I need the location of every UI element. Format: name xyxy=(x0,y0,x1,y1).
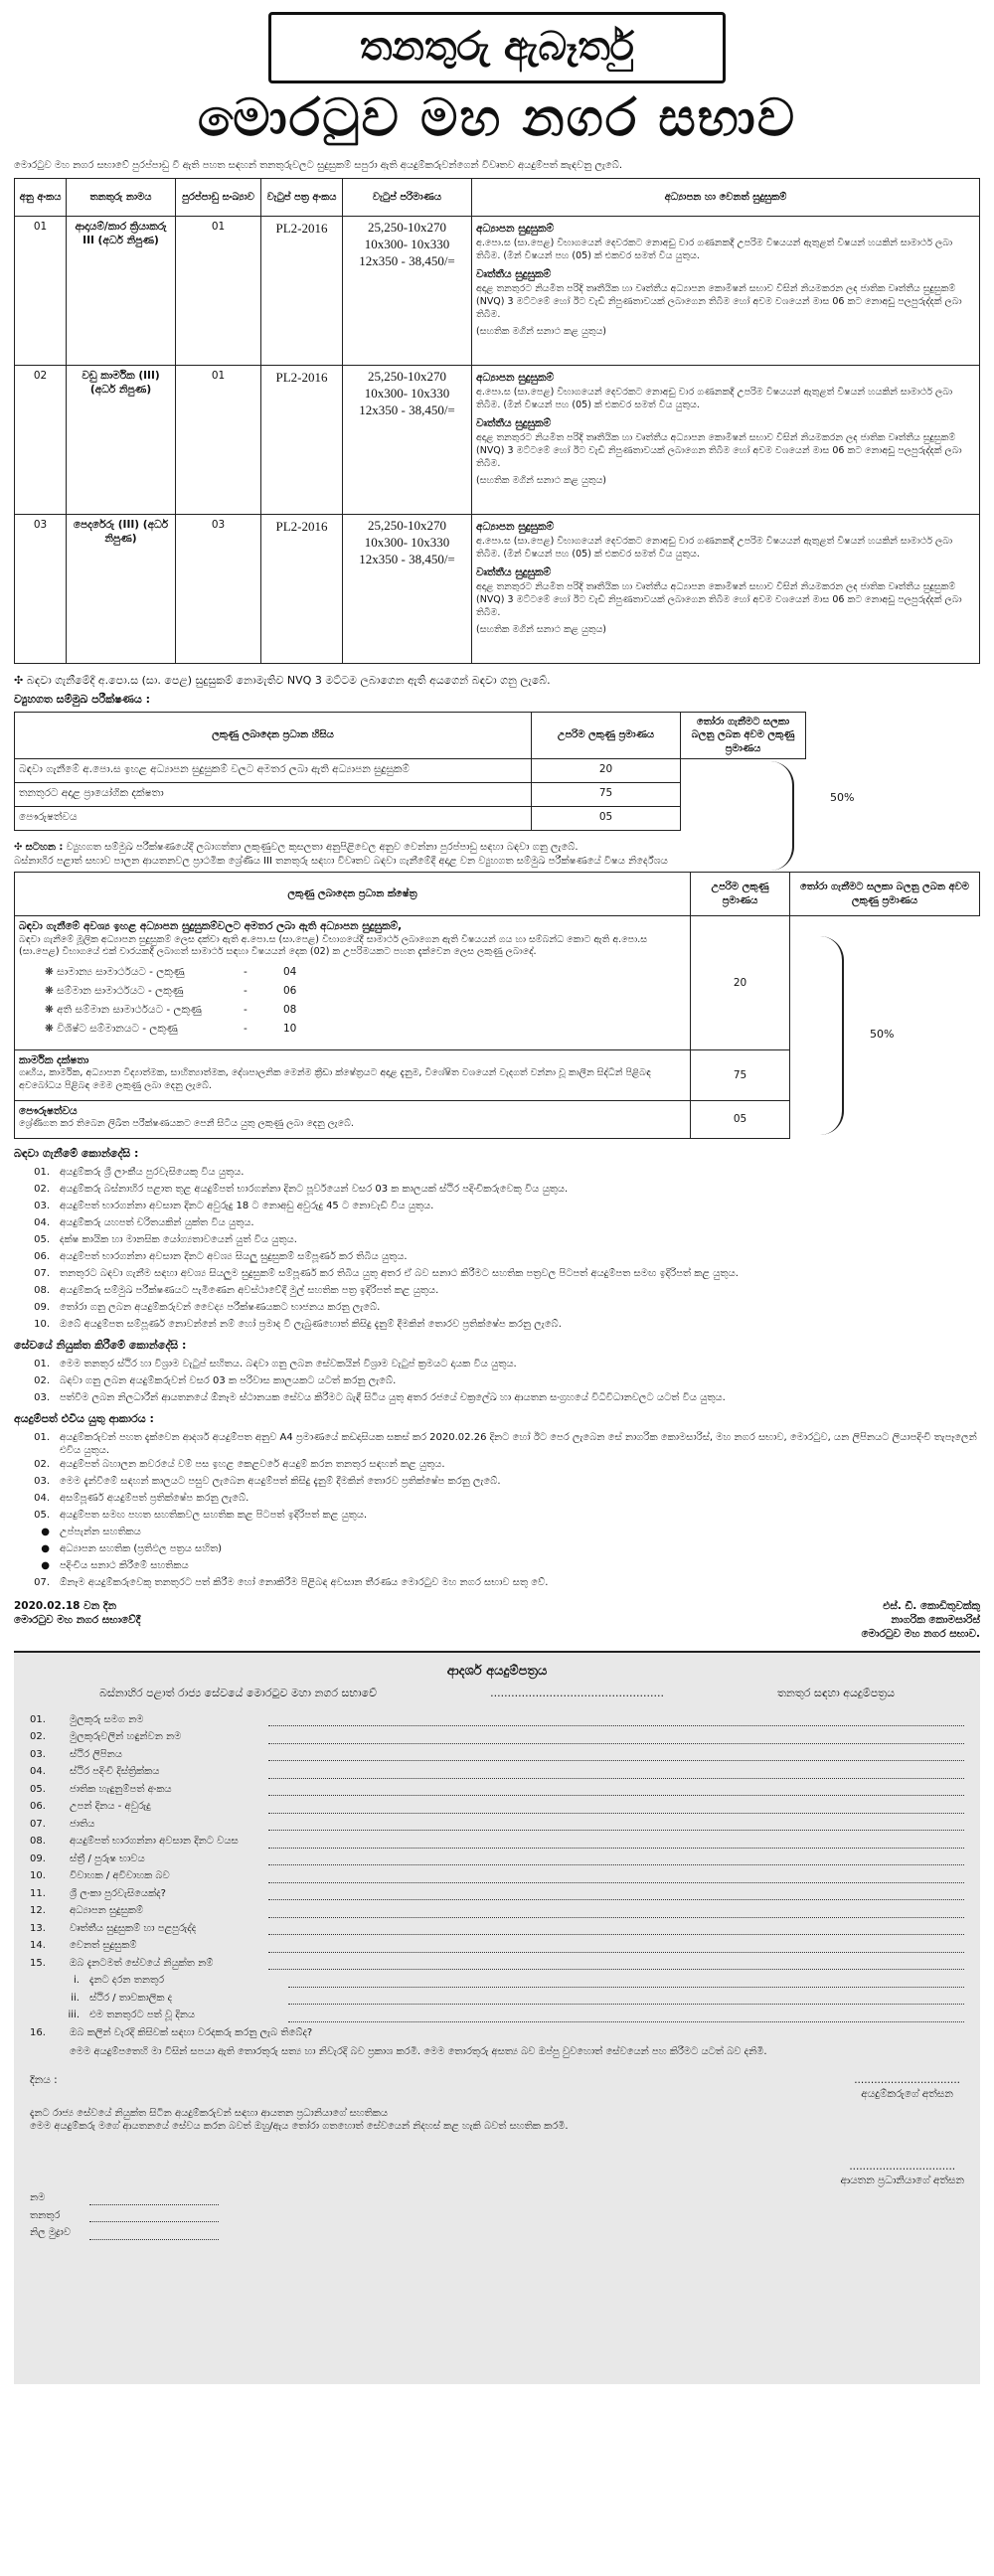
form-fields xyxy=(30,1709,964,2040)
list-item: ● අධ්‍යාපන සහතික (ප්‍රතිඵල පත්‍රය සහිත) xyxy=(41,1542,223,1554)
list-item: ❋ සාමාන්‍ය සාමාර්ථයට - ලකුණු - 04 xyxy=(45,966,297,979)
table-row xyxy=(15,217,980,366)
col-header: අනු අංකය xyxy=(15,179,67,217)
criterion-label: බඳවා ගැනීමේ අ.පො.ස ඉහළ අධ්‍යාපන සුදුසුකම් වලට අමතර ලබා ඇති අධ්‍යාපන සුදුසුකම් xyxy=(15,759,532,783)
min-marks-cell xyxy=(790,916,980,1139)
posts-table xyxy=(14,178,980,664)
list-item: 01. මෙම තනතුර ස්ථිර හා විශ්‍රාම වැටුප් සහිතය. බඳවා ගනු ලබන සේවකයින් විශ්‍රාම වැටුප් ක්‍රමයට දායක විය යුතුය. xyxy=(34,1358,517,1369)
exam1-header-row xyxy=(15,712,806,759)
salary-scale: 25,250-10x270 10x300- 10x330 12x350 - 38,450/= xyxy=(343,515,472,664)
form-field: 05. ජාතික හැඳුනුම්පත් අංකය xyxy=(30,1779,964,1797)
sign-left: 2020.02.18 වන දින මොරටුව මහ නගර සභාවේදී xyxy=(14,1599,141,1626)
list-item: 02. අයදුම්කරු බස්නාහිර පළාත තුළ අයදුම්පත් භාරගන්නා දිනට පූර්වයෙන් වසර 03 ක කාලයක් ස්ථිර පදිංචිකරුවෙකු විය යුතුය. xyxy=(34,1183,569,1195)
list-item: 10. ඔබේ අයදුම්පත සම්පූර්ණ නොවන්නේ නම් හෝ ප්‍රමාද වී ලැබුණහොත් කිසිදු දැනුම් දීමකින් තොරව ප්‍රතික්ෂේප කරනු ලැබේ. xyxy=(34,1318,562,1330)
list-item: 05. දක්ෂ කායික හා මානසික යෝග්‍යතාවයෙන් යුත් විය යුතුය. xyxy=(34,1233,297,1245)
exam1-table xyxy=(14,712,855,832)
form-field: 06. උපන් දිනය - අවුරුදු xyxy=(30,1796,964,1814)
table-row xyxy=(15,366,980,515)
section-marks: 75 xyxy=(691,1050,790,1101)
col-header: ලකුණු ලබාදෙන ප්‍රධාන හිසිය xyxy=(15,712,532,759)
criterion-label: තනතුරට අදාළ ප්‍රායෝගික දක්ෂතා xyxy=(15,783,532,807)
form-field: 10. විවාහක / අවිවාහක බව xyxy=(30,1865,964,1883)
list-item: 07. ඕනෑම අයදුම්කරුවෙකු තනතුරට පත් කිරීම හෝ නොකිරීම පිළිබඳ අවසාන තීරණය මොරටුව මහ නගර සභාව සතු වේ. xyxy=(34,1576,549,1588)
form-field: නිල මුද්‍රාව xyxy=(30,2222,964,2240)
list-item: 04. අයදුම්කරු යහපත් චරිතයකින් යුක්ත විය යුතුය. xyxy=(34,1216,254,1228)
post-title: පෙදරේරු (III) (අර්ධ නිපුණ) xyxy=(67,515,176,664)
form-field: නම xyxy=(30,2187,964,2205)
list-item: 03. අයදුම්පත් භාරගන්නා අවසාන දිනට අවුරුදු 18 ට නොඅඩු අවුරුදු 45 ට නොවැඩි විය යුතුය. xyxy=(34,1200,434,1211)
form-field: ii. ස්ථිර / තාවකාලික ද xyxy=(30,1988,964,2006)
service-list xyxy=(14,1358,980,1408)
list-item: 01. අයදුම්කරුවන් පහත දැක්වෙන ආදර්ශ අයදුම්පත අනුව A4 ප්‍රමාණයේ කඩදාසියක සකස් කර 2020.02.26 දිනට හෝ ඊට පෙර ලැබෙන සේ නාගරික කොමසාරිස්, මහ නගර සභාව, මොරටුව, යන ලිපිනයට ලියාපදිංචි තැපෑලෙන් එවිය යුතුය. xyxy=(34,1431,977,1457)
criterion-marks: 20 xyxy=(532,759,681,783)
exam2-section-personality: පෞරුෂත්වය ශ්‍රේණිගත කර තිබෙන ලිඛිත පරීක්ෂණයකට පෙනී සිටිය යුතු ලකුණු ලබා දෙනු ලැබේ. xyxy=(15,1101,691,1139)
form-field: 02. මුලකුරුවලින් හඳුන්වන නම xyxy=(30,1726,964,1744)
form-field: 15. ඔබ දැනටමත් සේවයේ නියුක්ත නම් xyxy=(30,1953,964,1971)
min-percentage: 50% xyxy=(870,1028,895,1042)
form-field: iii. එම තනතුරට පත් වූ දිනය xyxy=(30,2005,964,2022)
list-item: 02. බඳවා ගනු ලබන අයදුම්කරුවන් වසර 03 ක පරිවාස කාලයකට යටත් කරනු ලැබේ. xyxy=(34,1374,397,1386)
post-number: 01 xyxy=(15,217,67,366)
list-item: 05. අයදුම්පත සමඟ පහත සහතිකවල සහතික කළ පිටපත් ඉදිරිපත් කළ යුතුය. xyxy=(34,1509,368,1521)
table-row xyxy=(15,759,806,783)
four-point-star-icon: ✣ xyxy=(14,674,24,688)
list-item: 04. අසම්පූර්ණ අයදුම්පත් ප්‍රතික්ෂේප කරනු ලැබේ. xyxy=(34,1492,249,1504)
organization-name: මොරටුව මහ නගර සභාව xyxy=(197,88,797,148)
col-header: වැටුප් පරිමාණය xyxy=(343,179,472,217)
form-field: 01. මුලකුරු සමග නම xyxy=(30,1709,964,1727)
qualifications: අධ්‍යාපන සුදුසුකම් අ.පො.ස (සා.පෙළ) විභාගයෙන් දෙවරකට නොඅඩු වාර ගණනකදී උපරිම විෂයයන් ඇතුළත් විෂයන් හයකින් සාමාර්ථ ලබා තිබීම. (මින් විෂයන් පහ (05) ක් එකවර සමත් විය යුතුය. වෘත්තීය සුදුසුකම් අදාළ තනතුරට නියමිත පරිදි තෘතීයික හා වෘත්තීය අධ්‍යාපන කොමිෂන් සභාව විසින් නියමකරන ලද ජාතික වෘත්තීය සුදුසුකම් (NVQ) 3 මට්ටමේ හෝ ඊට වැඩි නිපුණතාවයක් ලබාගෙන තිබීම හෝ අවම වශයෙන් මාස 06 කට නොඅඩු පලපුරුද්දක් ලබා තිබීම. (සහතික මගින් සනාථ කළ යුතුය) xyxy=(472,217,980,366)
min-marks-cell xyxy=(681,759,855,831)
nvq-note: ✣ බඳවා ගැනීමේදී අ.පො.ස (සා. පෙළ) සුදුසුකම් නොමැතිව NVQ 3 මට්ටම ලබාගෙන ඇති අයගෙන් බඳවා ගනු ලැබේ. xyxy=(14,674,551,688)
salary-code: PL2-2016 xyxy=(261,217,343,366)
head-details xyxy=(30,2187,964,2240)
exam1-title: ව්‍යුහගත සම්මුඛ පරීක්ෂණය : xyxy=(14,693,151,707)
conditions-list xyxy=(14,1166,980,1335)
section-marks: 20 xyxy=(691,916,790,1050)
signature-block xyxy=(14,1599,980,1642)
form-field: 14. වෙනත් සුදුසුකම් xyxy=(30,1935,964,1953)
list-item: 07. තනතුරට බඳවා ගැනීම සඳහා අවශ්‍ය සියලුම සුදුසුකම් සම්පූර්ණ කර තිබිය යුතු අතර ඒ බව සනාථ කිරීමට සහතික පත්‍රවල පිටපත් අයදුම්පත සමඟ ඉදිරිපත් කළ යුතුය. xyxy=(34,1267,739,1279)
brace-shape xyxy=(820,936,844,1135)
model-application-form xyxy=(14,1651,980,2384)
grade-list xyxy=(45,965,686,1041)
exam2-section-education: බඳවා ගැනීමේ අවශ්‍ය ඉහළ අධ්‍යාපන සුදුසුකම්වලට අමතර ලබා ඇති අධ්‍යාපන සුදුසුකම්, බඳවා ගැනීමේ මූලික අධ්‍යාපන සුදුසුකම් ලෙස දක්වා ඇති අ.පො.ස (සා.පෙළ) විභාගයේදී සාමාර්ථ ලබාගෙන ඇති විෂයයන් ගය හා සම්බන්ධ කොට ඇති අ.පො.ස (සා.පෙළ) විභාගයේ එක් වාරයකදී ලබාගත් සාමාර්ථ සඳහා විෂයයන් දෙක (02) ක උපරිමයකට පහත දැක්වෙන ලෙස ලකුණු ලබාදේ. ❋ සාමාන්‍ය සාමාර්ථයට - ලකුණු - 04 ❋ සම්මාන සාමාර්ථයට - ලකුණු - 06 ❋ අති සම්මාන සාමාර්ථයට - ලකුණු - 08 ❋ විශිෂ්ට සම්මානයට - ලකුණු - 10 xyxy=(15,916,691,1050)
service-title: සේවයේ නියුක්ත කිරීමේ කොන්දේසි : xyxy=(14,1338,187,1352)
form-declaration: මෙම අයදුම්පතෙහි මා විසින් සපයා ඇති තොරතුරු සත්‍ය හා නිවැරදි බව ප්‍රකාශ කරමි. මෙම තොරතුරු අසත්‍ය බව ඔප්පු වුවහොත් සේවයෙන් පහ කිරීමට යටත් බව දනිමි. xyxy=(70,2046,767,2057)
min-percentage: 50% xyxy=(830,791,855,805)
post-vacancies: 03 xyxy=(176,515,261,664)
exam-note: ✣ සටහන : ව්‍යුහගත සම්මුඛ පරීක්ෂණයේදී ලබාගත්තා ලකුණුවල කුසලතා අනුපිළිවෙල අනුව වෙන්නා පුරප්පාඩු සඳහා බඳවා ගනු ලැබේ. බස්නාහිර පළාත් සභාව පාලන ආයතනවල ප්‍රාථමික ශ්‍රේණිය III තනතුරු සඳහා විවෘතව බඳවා ගැනීමේදී අදාළ වන ව්‍යුහගත සම්මුඛ පරීක්ෂණයේ විෂය නිර්දේශය xyxy=(14,842,668,867)
apply-title: අයදුම්පත් එවිය යුතු ආකාරය : xyxy=(14,1411,154,1425)
form-field: තනතුර xyxy=(30,2205,964,2223)
salary-code: PL2-2016 xyxy=(261,515,343,664)
post-number: 03 xyxy=(15,515,67,664)
form-title: ආදර්ශ අයදුම්පත්‍රය xyxy=(446,1664,548,1680)
col-header: අධ්‍යාපන හා වෙනත් සුදුසුකම් xyxy=(472,179,980,217)
col-header: තෝරා ගැනීමට සලකා බලනු ලබන අවම ලකුණු ප්‍රමාණය xyxy=(790,873,980,916)
qualifications: අධ්‍යාපන සුදුසුකම් අ.පො.ස (සා.පෙළ) විභාගයෙන් දෙවරකට නොඅඩු වාර ගණනකදී උපරිම විෂයයන් ඇතුළත් විෂයන් හයකින් සාමාර්ථ ලබා තිබීම. (මින් විෂයන් පහ (05) ක් එකවර සමත් විය යුතුය. වෘත්තීය සුදුසුකම් අදාළ තනතුරට නියමිත පරිදි තෘතීයික හා වෘත්තීය අධ්‍යාපන කොමිෂන් සභාව විසින් නියමකරන ලද ජාතික වෘත්තීය සුදුසුකම් (NVQ) 3 මට්ටමේ හෝ ඊට වැඩි නිපුණතාවයක් ලබාගෙන තිබීම හෝ අවම වශයෙන් මාස 06 කට නොඅඩු පලපුරුද්දක් ලබා තිබීම. (සහතික මගින් සනාථ කළ යුතුය) xyxy=(472,366,980,515)
salary-code: PL2-2016 xyxy=(261,366,343,515)
criterion-marks: 75 xyxy=(532,783,681,807)
list-item: ● පදිංචිය සනාථ කිරීමේ සහතිකය xyxy=(41,1559,189,1571)
head-sign-row: ................................ ආයතන ප්‍රධානියාගේ අත්සන xyxy=(840,2160,964,2187)
form-field: i. දැනට දරන තනතුර xyxy=(30,1970,964,1988)
form-field: 13. වෘත්තීය සුදුසුකම් හා පළපුරුද්ද xyxy=(30,1918,964,1936)
list-item: 09. තෝරා ගනු ලබන අයදුම්කරුවන් වෛද්‍ය පරීක්ෂණයකට භාජනය කරනු ලැබේ. xyxy=(34,1301,381,1313)
form-field: 12. අධ්‍යාපන සුදුසුකම් xyxy=(30,1900,964,1918)
list-item: ❋ විශිෂ්ට සම්මානයට - ලකුණු - 10 xyxy=(45,1023,297,1036)
exam2-header-row xyxy=(15,873,980,916)
brace-shape xyxy=(770,761,794,871)
list-item: 03. පත්වීම ලබන නිලධාරීන් ආයතනයේ ඕනෑම ස්ථානයක සේවය කිරීමට බැඳී සිටිය යුතු අතර රජයේ චක්‍රලේඛ හා ආයතන සංග්‍රහයේ විධිවිධානවලට යටත් විය යුතුය. xyxy=(34,1391,726,1403)
conditions-title: බඳවා ගැනීමේ කොන්දේසි : xyxy=(14,1147,139,1161)
criterion-label: පෞරුෂත්වය xyxy=(15,807,532,831)
list-item: 01. අයදුම්කරු ශ්‍රී ලාංකීය පුරවැසියෙකු විය යුතුය. xyxy=(34,1166,245,1178)
col-header: උපරිම ලකුණු ප්‍රමාණය xyxy=(532,712,681,759)
salary-scale: 25,250-10x270 10x300- 10x330 12x350 - 38,450/= xyxy=(343,217,472,366)
form-subtitle: බස්නාහිර පළාත් රාජ්‍ය සේවයේ මොරටුව මහා නගර සභාවේ .................................................. තනතුර සඳහා අයදුම්පත්‍රය xyxy=(99,1686,895,1699)
form-field: 16. ඔබ කලින් වැරදි කිසිවක් සඳහා වරදකරු කරනු ලැබ තිබේද? xyxy=(30,2026,313,2038)
list-item: ● උප්පැන්න සහතිකය xyxy=(41,1526,141,1537)
col-header: වැටුප් පත්‍ර අංකය xyxy=(261,179,343,217)
apply-list xyxy=(14,1431,980,1593)
section-marks: 05 xyxy=(691,1101,790,1139)
posts-header-row xyxy=(15,179,980,217)
col-header: ලකුණු ලබාදෙන ප්‍රධාන ක්ෂේත්‍ර xyxy=(15,873,691,916)
col-header: තනතුරු නාමය xyxy=(67,179,176,217)
form-field: 04. ස්ථිර පදිංචි දිස්ත්‍රික්කය xyxy=(30,1761,964,1779)
post-number: 02 xyxy=(15,366,67,515)
list-item: 03. මෙම දැන්වීමේ සඳහන් කාලයට පසුව ලැබෙන අයදුම්පත් කිසිදු දැනුම් දීමකින් තොරව ප්‍රතික්ෂේප කරනු ලැබේ. xyxy=(34,1475,501,1487)
salary-scale: 25,250-10x270 10x300- 10x330 12x350 - 38,450/= xyxy=(343,366,472,515)
form-field: 11. ශ්‍රී ලංකා පුරවැසියෙක්ද? xyxy=(30,1883,964,1901)
form-field: 08. අයදුම්පත් භාරගන්නා අවසාන දිනට වයස xyxy=(30,1831,964,1849)
list-item: 08. අයදුම්කරු සම්මුඛ පරීක්ෂණයට පැමිණෙන අවස්ථාවේදී මුල් සහතික පත්‍ර ඉදිරිපත් කළ යුතුය. xyxy=(34,1284,439,1296)
sign-right: එස්. ඩී. කොඩිතුවක්කු නාගරික කොමසාරිස් මොරටුව මහ නගර සභාව. xyxy=(861,1599,980,1640)
post-vacancies: 01 xyxy=(176,217,261,366)
form-field: 07. ජාතිය xyxy=(30,1814,964,1832)
exam2-table xyxy=(14,872,980,1139)
intro-text: මොරටුව මහ නගර සභාවේ පුරප්පාඩු වී ඇති පහත සඳහන් තනතුරුවලට සුදුසුකම් සපුරා ඇති අයදුම්කරුවන්ගෙන් විවෘතව අයදුම්පත් කැඳවනු ලැබේ. xyxy=(14,159,623,171)
form-field: 09. ස්ත්‍රී / පුරුෂ භාවය xyxy=(30,1849,964,1866)
table-row xyxy=(15,916,980,1050)
qualifications: අධ්‍යාපන සුදුසුකම් අ.පො.ස (සා.පෙළ) විභාගයෙන් දෙවරකට නොඅඩු වාර ගණනකදී උපරිම විෂයයන් ඇතුළත් විෂයන් හයකින් සාමාර්ථ ලබා තිබීම. (මින් විෂයන් පහ (05) ක් එකවර සමත් විය යුතුය. වෘත්තීය සුදුසුකම් අදාළ තනතුරට නියමිත පරිදි තෘතීයික හා වෘත්තීය අධ්‍යාපන කොමිෂන් සභාව විසින් නියමකරන ලද ජාතික වෘත්තීය සුදුසුකම් (NVQ) 3 මට්ටමේ හෝ ඊට වැඩි නිපුණතාවයක් ලබාගෙන තිබීම හෝ අවම වශයෙන් මාස 06 කට නොඅඩු පලපුරුද්දක් ලබා තිබීම. (සහතික මගින් සනාථ කළ යුතුය) xyxy=(472,515,980,664)
head-certificate: දැනට රාජ්‍ය සේවයේ නියුක්ත සිටින අයදුම්කරුවන් සඳහා ආයතන ප්‍රධානියාගේ සහතිකය මෙම අයදුම්කරු මගේ ආයතනයේ සේවය කරන බවත් ඔහු/ඇය තෝරා ගතහොත් සේවයෙන් නිදහස් කළ හැකි බවත් සහතික කරමි. xyxy=(30,2107,569,2133)
form-field: 03. ස්ථිර ලිපිනය xyxy=(30,1744,964,1762)
post-title: වඩු කාර්මික (III) (අර්ධ නිපුණ) xyxy=(67,366,176,515)
list-item: ❋ සම්මාන සාමාර්ථයට - ලකුණු - 06 xyxy=(45,985,297,998)
criterion-marks: 05 xyxy=(532,807,681,831)
exam2-section-skills: කාර්මික දක්ෂතා ගෘහීය, කාර්මික, අධ්‍යාපන විද්‍යාත්මක, සාහිත්‍යාත්මක, දේශපාලනික මෙන්ම ක්‍රීඩා ක්ෂේත්‍රයට අදාළ දැනුම, විශේෂිත වශයෙන් වැදගත් වන්නා වූ කාලීන සිද්ධීන් පිළිබඳ අවබෝධය පිළිබඳ මෙම ලකුණු ලබා දෙනු ලැබේ. xyxy=(15,1050,691,1101)
post-title: ආදායම්/කාර ක්‍රියාකරු III (අර්ධ නිපුණ) xyxy=(67,217,176,366)
list-item: 02. අයදුම්පත් බහාලන කවරයේ වම් පස ඉහළ කෙළවරේ අයදුම් කරන තනතුර සඳහන් කළ යුතුය. xyxy=(34,1458,445,1470)
table-row xyxy=(15,515,980,664)
four-point-star-icon: ✣ xyxy=(14,842,23,854)
applicant-sign-row: දිනය : ................................ අයදුම්කරුගේ අත්සන xyxy=(30,2073,960,2100)
list-item: ❋ අති සම්මාන සාමාර්ථයට - ලකුණු - 08 xyxy=(45,1004,297,1017)
col-header: තෝරා ගැනීමට සලකා බලනු ලබන අවම ලකුණු ප්‍රමාණය xyxy=(681,712,806,759)
col-header: පුරප්පාඩු සංඛ්‍යාව xyxy=(176,179,261,217)
col-header: උපරිම ලකුණු ප්‍රමාණය xyxy=(691,873,790,916)
post-vacancies: 01 xyxy=(176,366,261,515)
list-item: 06. අයදුම්පත් භාරගන්නා අවසාන දිනට අවශ්‍ය සියලු සුදුසුකම් සම්පූර්ණ කර තිබිය යුතුය. xyxy=(34,1250,408,1262)
vacancies-banner: තනතුරු ඇබෑර්තු xyxy=(268,12,726,83)
